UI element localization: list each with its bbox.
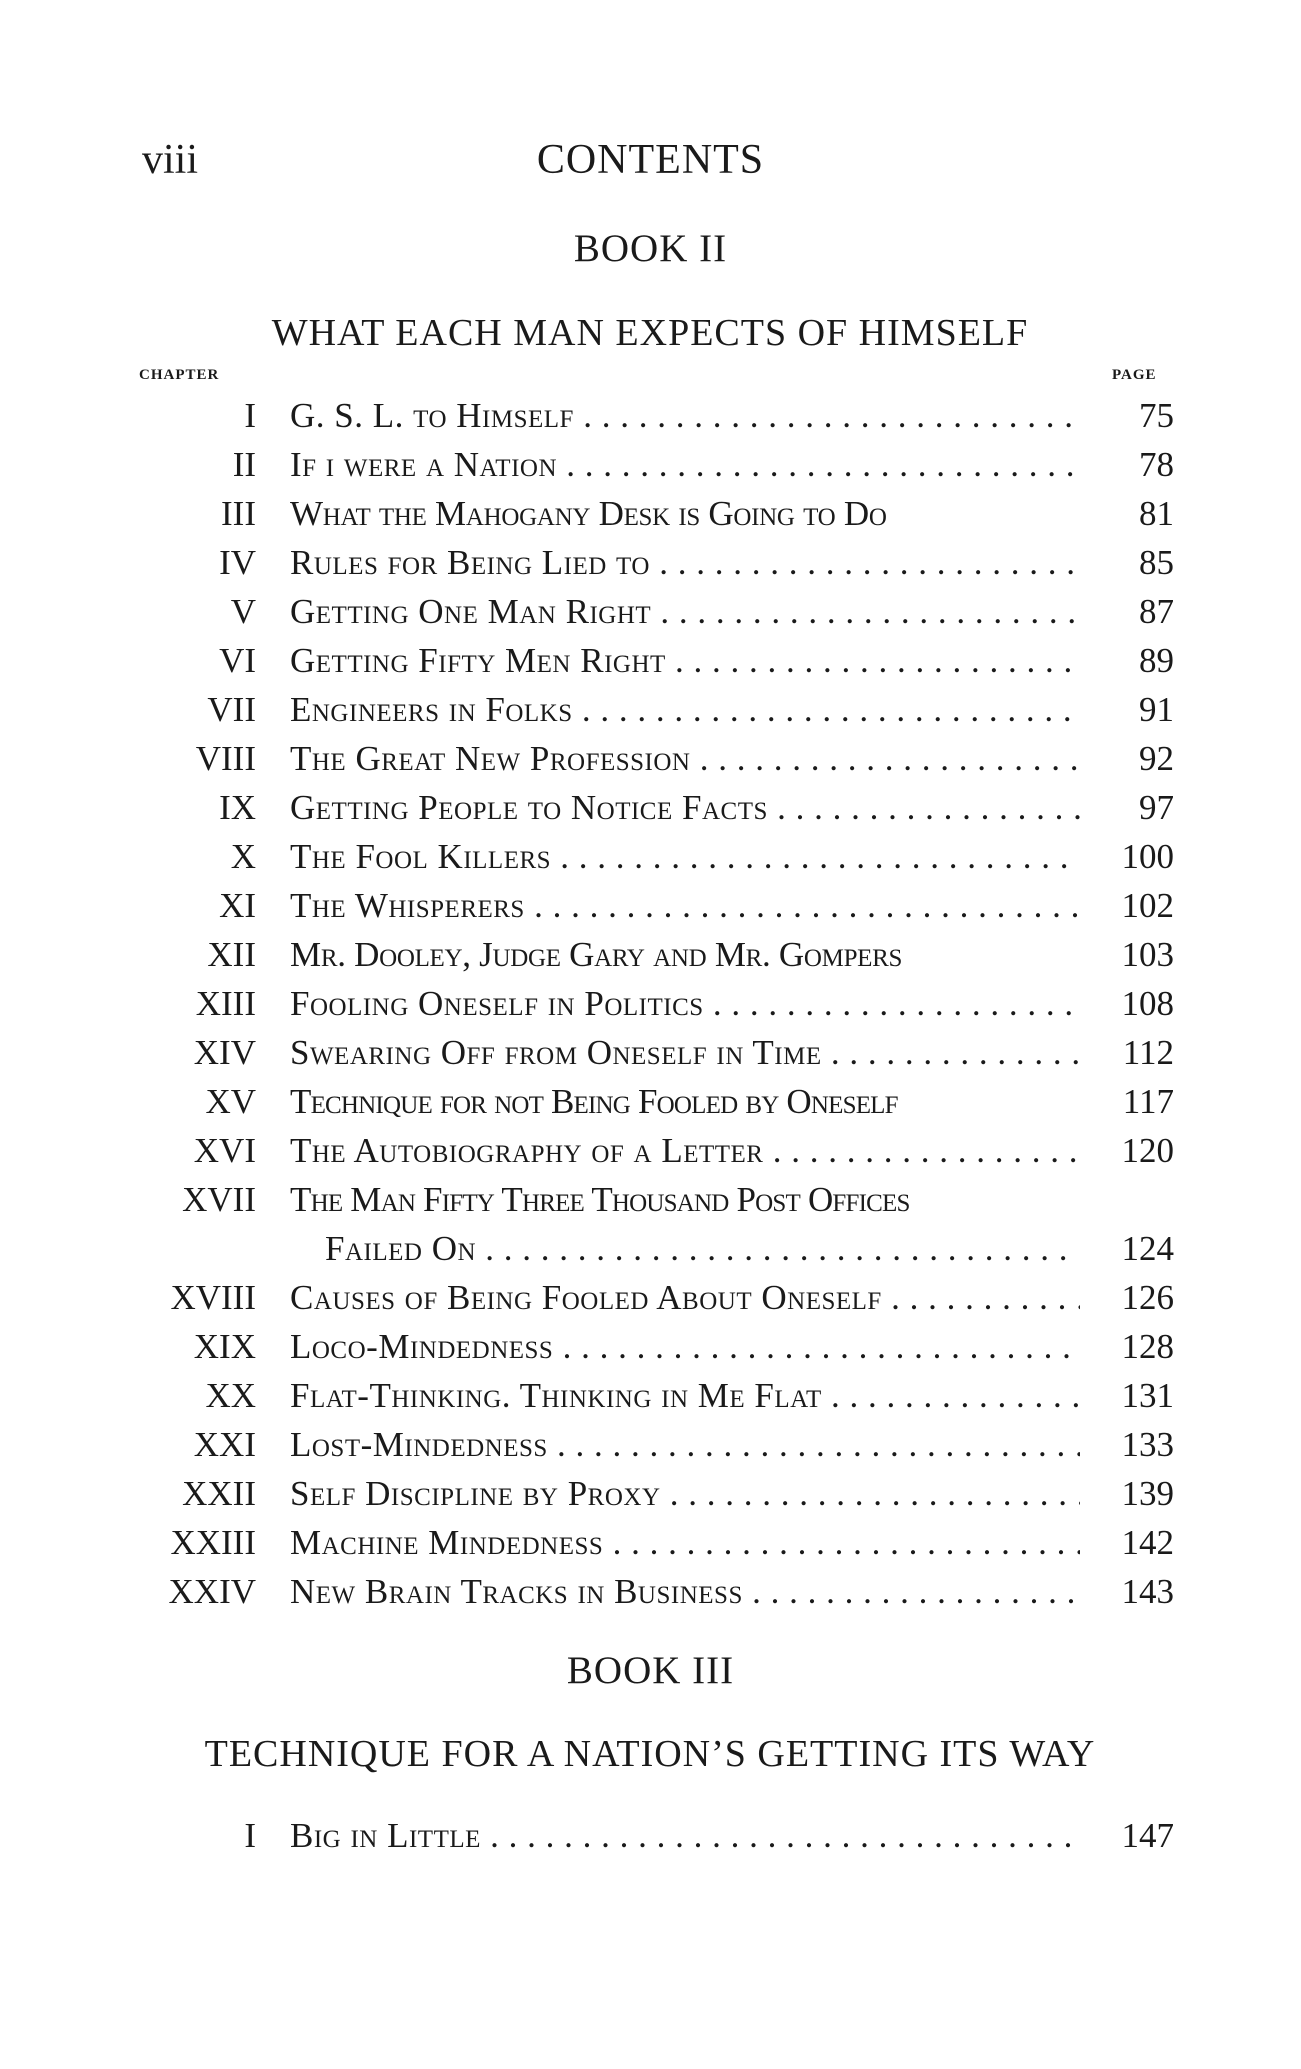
chapter-number: XXIV — [168, 1572, 256, 1611]
toc-entry — [0, 392, 1301, 440]
page-number: 120 — [1121, 1131, 1174, 1170]
chapter-column-label: CHAPTER — [139, 367, 220, 383]
chapter-number: III — [221, 494, 256, 533]
page-number: 117 — [1122, 1082, 1174, 1121]
page-number: 87 — [1139, 592, 1174, 631]
page-number: 142 — [1121, 1523, 1174, 1562]
running-title: CONTENTS — [536, 137, 765, 183]
toc-entry — [0, 1323, 1301, 1371]
chapter-number: XIX — [193, 1327, 256, 1366]
chapter-number: XXII — [182, 1474, 256, 1513]
book-ii-section-title: WHAT EACH MAN EXPECTS OF HIMSELF — [271, 312, 1029, 354]
toc-entry — [0, 637, 1301, 685]
toc-entry — [0, 833, 1301, 881]
toc-entry — [0, 441, 1301, 489]
toc-entry — [0, 882, 1301, 930]
toc-entry — [0, 1421, 1301, 1469]
chapter-number: VII — [207, 690, 256, 729]
page-number: 102 — [1121, 886, 1174, 925]
chapter-number: XI — [219, 886, 256, 925]
chapter-title: Machine Mindedness . . — [290, 1519, 1080, 1567]
chapter-title: G. S. L. to Himself . . — [290, 392, 1080, 440]
page-number: 108 — [1121, 984, 1174, 1023]
page-number: 139 — [1121, 1474, 1174, 1513]
chapter-number: X — [230, 837, 256, 876]
chapter-title: Flat-Thinking. Thinking in Me Flat . . — [290, 1372, 1080, 1420]
page-number: 112 — [1122, 1033, 1174, 1072]
toc-entry — [0, 490, 1301, 538]
chapter-number: XVI — [193, 1131, 256, 1170]
chapter-number: XVII — [182, 1180, 256, 1219]
chapter-title: Self Discipline by Proxy . . — [290, 1470, 1080, 1518]
chapter-title: The Autobiography of a Letter . . — [290, 1127, 1080, 1175]
chapter-title: If i were a Nation . . — [290, 441, 1080, 489]
chapter-number: V — [230, 592, 256, 631]
chapter-title: Getting Fifty Men Right . . — [290, 637, 1080, 685]
toc-entry — [0, 1372, 1301, 1420]
chapter-title: Engineers in Folks . . — [290, 686, 1080, 734]
page-number: 78 — [1139, 445, 1174, 484]
chapter-title: Fooling Oneself in Politics . . — [290, 980, 1080, 1028]
page-number: 75 — [1139, 396, 1174, 435]
toc-entry — [0, 588, 1301, 636]
book-iii-section-title: TECHNIQUE FOR A NATION’S GETTING ITS WAY — [204, 1733, 1096, 1775]
page-number: 147 — [1121, 1816, 1174, 1855]
chapter-number: XIII — [195, 984, 256, 1023]
toc-entry — [0, 1029, 1301, 1077]
page-number: 97 — [1139, 788, 1174, 827]
chapter-title: Rules for Being Lied to . . — [290, 539, 1080, 587]
chapter-title: The Fool Killers . . — [290, 833, 1080, 881]
chapter-number: VIII — [195, 739, 256, 778]
chapter-number: VI — [219, 641, 256, 680]
chapter-number: XX — [205, 1376, 256, 1415]
chapter-title: Technique for not Being Fooled by Oneself — [290, 1082, 898, 1121]
toc-entry — [0, 784, 1301, 832]
chapter-title: The Man Fifty Three Thousand Post Offices — [290, 1180, 910, 1219]
chapter-title: Swearing Off from Oneself in Time . . — [290, 1029, 1080, 1077]
toc-entry — [0, 686, 1301, 734]
book-ii-heading: BOOK II — [573, 227, 728, 270]
chapter-number: XIV — [193, 1033, 256, 1072]
chapter-title: Mr. Dooley, Judge Gary and Mr. Gompers — [290, 935, 903, 974]
chapter-number: XV — [205, 1082, 256, 1121]
chapter-number: I — [244, 396, 256, 435]
chapter-title: New Brain Tracks in Business . . — [290, 1568, 1080, 1616]
toc-entry — [0, 1470, 1301, 1518]
page-number: 103 — [1121, 935, 1174, 974]
toc-entry — [0, 1127, 1301, 1175]
toc-entry — [0, 539, 1301, 587]
chapter-number: XII — [207, 935, 256, 974]
toc-entry — [0, 1274, 1301, 1322]
toc-entry — [0, 1176, 1301, 1224]
chapter-title: Getting One Man Right . . — [290, 588, 1080, 636]
page-number: 100 — [1121, 837, 1174, 876]
page-number: 143 — [1121, 1572, 1174, 1611]
toc-entry — [0, 735, 1301, 783]
chapter-number: XVIII — [170, 1278, 256, 1317]
toc-entry — [0, 1812, 1301, 1860]
page-number: 91 — [1139, 690, 1174, 729]
chapter-number: I — [244, 1816, 256, 1855]
chapter-number: IX — [219, 788, 256, 827]
page-number: 124 — [1121, 1229, 1174, 1268]
chapter-title: What the Mahogany Desk is Going to Do — [290, 494, 887, 533]
chapter-number: II — [232, 445, 256, 484]
page-number: 89 — [1139, 641, 1174, 680]
chapter-number: IV — [219, 543, 256, 582]
book-iii-heading: BOOK III — [566, 1649, 735, 1692]
chapter-title: Big in Little . . — [290, 1812, 1080, 1860]
toc-entry — [0, 1078, 1301, 1126]
toc-entry — [0, 1519, 1301, 1567]
page-number: 131 — [1121, 1376, 1174, 1415]
chapter-number: XXIII — [170, 1523, 256, 1562]
page-number: 128 — [1121, 1327, 1174, 1366]
toc-entry — [0, 980, 1301, 1028]
page-folio: viii — [142, 137, 199, 183]
page-number: 92 — [1139, 739, 1174, 778]
chapter-title: The Whisperers . . — [290, 882, 1080, 930]
chapter-title: Causes of Being Fooled About Oneself . . — [290, 1274, 1080, 1322]
page-number: 133 — [1121, 1425, 1174, 1464]
chapter-title: Lost-Mindedness . . — [290, 1421, 1080, 1469]
chapter-title: Loco-Mindedness . . — [290, 1323, 1080, 1371]
chapter-number: XXI — [193, 1425, 256, 1464]
chapter-title: Getting People to Notice Facts . . — [290, 784, 1080, 832]
page-number: 85 — [1139, 543, 1174, 582]
page-number: 126 — [1121, 1278, 1174, 1317]
toc-entry — [0, 931, 1301, 979]
chapter-title-continuation: Failed On . . — [325, 1225, 1080, 1273]
toc-entry-continuation — [0, 1225, 1301, 1273]
page-column-label: PAGE — [1112, 367, 1157, 383]
toc-entry — [0, 1568, 1301, 1616]
chapter-title: The Great New Profession . . — [290, 735, 1080, 783]
page-number: 81 — [1139, 494, 1174, 533]
